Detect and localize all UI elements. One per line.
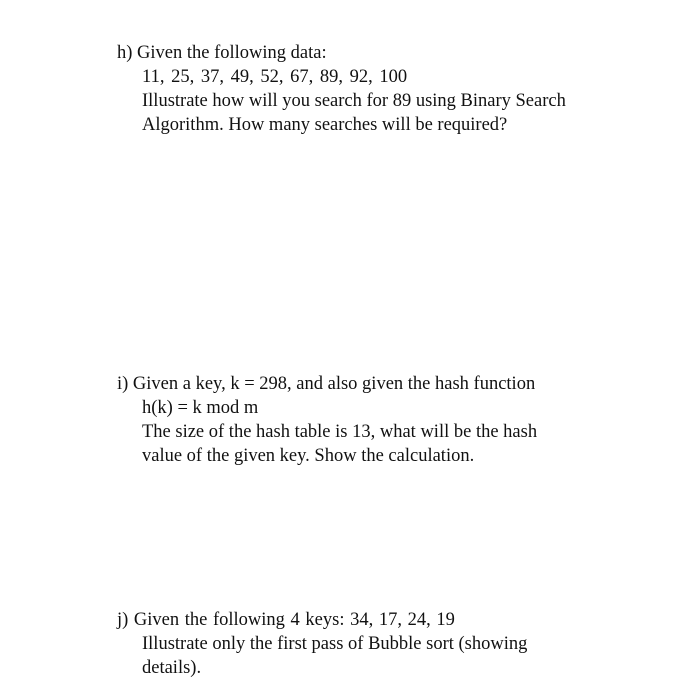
question-h-text-line-2: Algorithm. How many searches will be required? — [142, 115, 508, 135]
question-i-label: i) Given a key, k = 298, and also given the hash function — [117, 374, 536, 394]
question-i-text-line-2: value of the given key. Show the calculation. — [142, 446, 475, 466]
question-h-label: h) Given the following data: — [117, 43, 327, 63]
question-i-text-line-1: The size of the hash table is 13, what will be the hash — [142, 422, 538, 442]
question-j-label: j) Given the following 4 keys: 34, 17, 24, 19 — [117, 610, 455, 630]
question-j-text-line-2: details). — [142, 658, 202, 678]
question-j-text-line-1: Illustrate only the first pass of Bubble sort (showing — [142, 634, 528, 654]
question-i-formula: h(k) = k mod m — [142, 398, 259, 418]
question-h-data: 11, 25, 37, 49, 52, 67, 89, 92, 100 — [142, 67, 408, 87]
question-h-text-line-1: Illustrate how will you search for 89 using Binary Search — [142, 91, 566, 111]
